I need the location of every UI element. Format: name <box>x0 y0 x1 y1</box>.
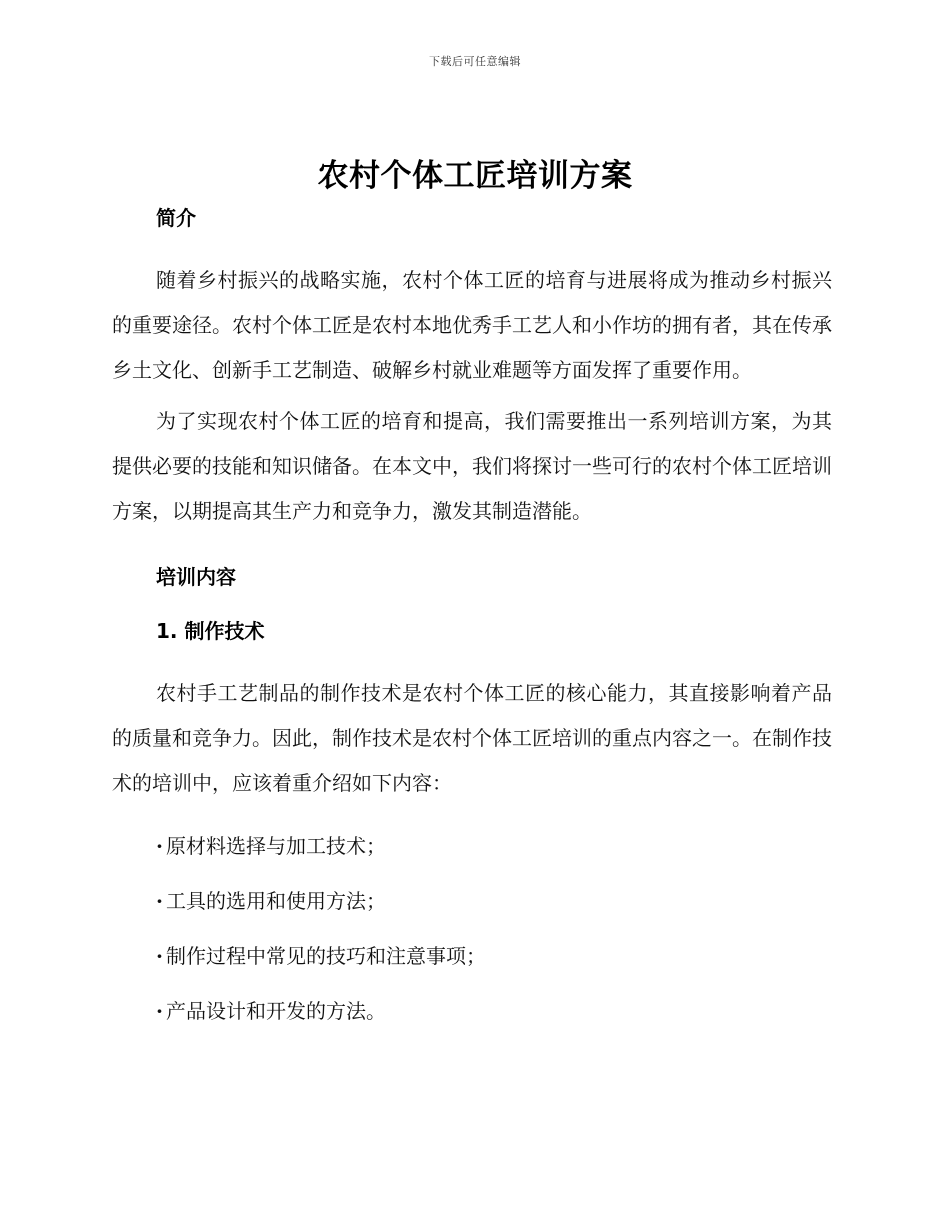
intro-heading: 简介 <box>156 206 196 230</box>
craft-paragraph: 农村手工艺制品的制作技术是农村个体工匠的核心能力，其直接影响着产品的质量和竞争力。因此，制作技术是农村个体工匠培训的重点内容之一。在制作技术的培训中，应该着重介绍如下内容： <box>112 681 832 795</box>
document-title: 农村个体工匠培训方案 <box>317 158 633 194</box>
bullet-text: 原材料选择与加工技术； <box>166 834 386 858</box>
bullet-symbol: · <box>156 999 163 1023</box>
header-note: 下载后可任意编辑 <box>429 55 521 68</box>
intro-paragraph-1: 随着乡村振兴的战略实施，农村个体工匠的培育与进展将成为推动乡村振兴的重要途径。农村个体工匠是农村本地优秀手工艺人和小作坊的拥有者，其在传承乡土文化、创新手工艺制造、破解乡村就业难题等方面发挥了重要作用。 <box>112 268 832 382</box>
bullet-item-2 <box>112 887 832 915</box>
sub-heading-craft: 1. 制作技术 <box>156 619 265 643</box>
document-body <box>112 203 832 1025</box>
bullet-symbol: · <box>156 834 163 858</box>
bullet-text: 产品设计和开发的方法。 <box>166 999 386 1023</box>
bullet-symbol: · <box>156 944 163 968</box>
content-heading: 培训内容 <box>156 565 236 589</box>
bullet-item-3 <box>112 942 832 970</box>
bullet-text: 制作过程中常见的技巧和注意事项； <box>166 944 486 968</box>
bullet-text: 工具的选用和使用方法； <box>166 889 386 913</box>
intro-paragraph-2: 为了实现农村个体工匠的培育和提高，我们需要推出一系列培训方案，为其提供必要的技能和知识储备。在本文中，我们将探讨一些可行的农村个体工匠培训方案，以期提高其生产力和竞争力，激发其制造潜能。 <box>112 409 832 523</box>
bullet-symbol: · <box>156 889 163 913</box>
bullet-item-1 <box>112 832 832 860</box>
bullet-item-4 <box>112 997 832 1025</box>
